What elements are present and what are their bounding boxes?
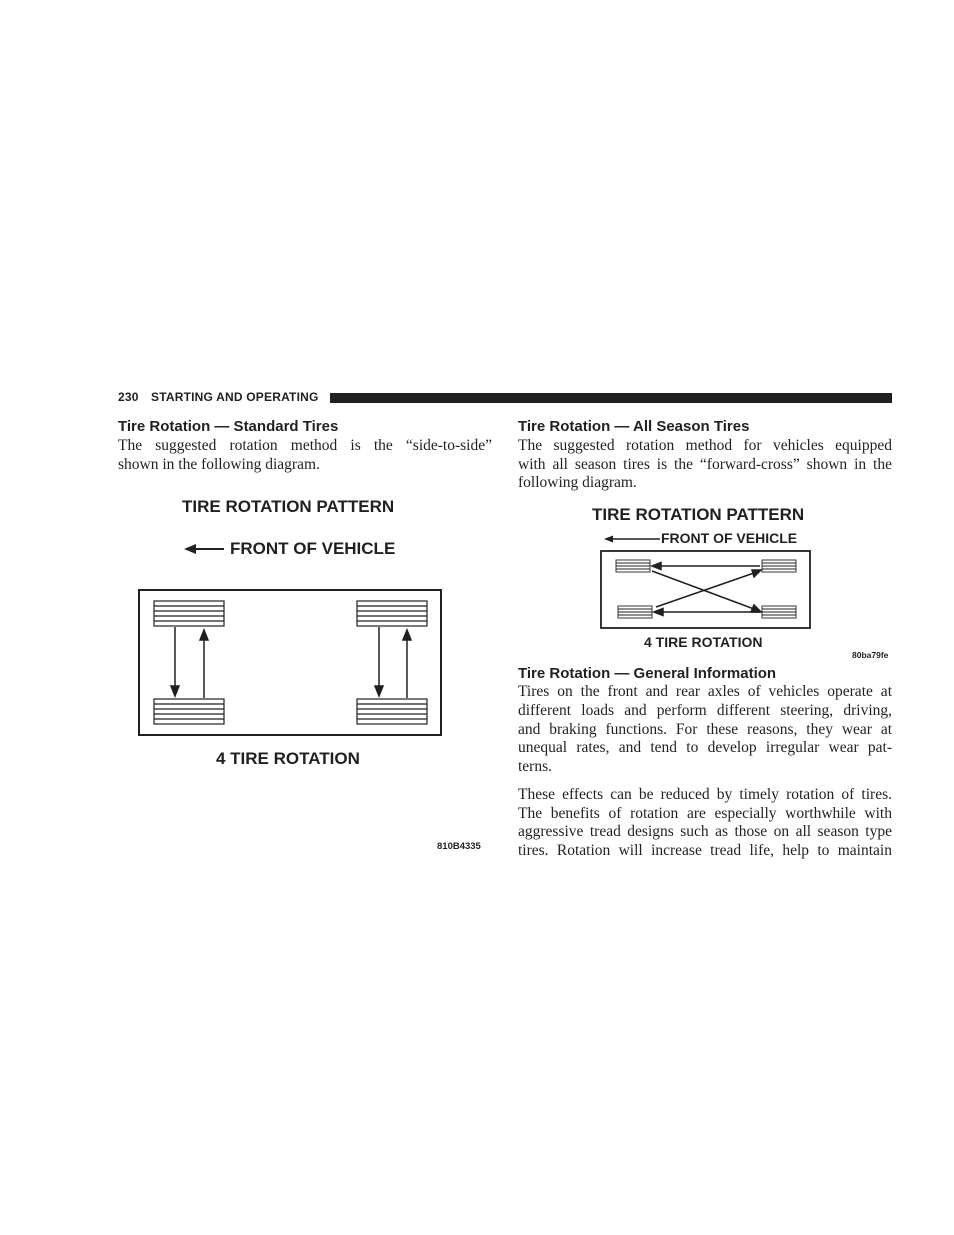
general-info-paragraph-line: terns. (518, 758, 553, 775)
general-info-paragraph-line: and braking functions. For these reasons, they wear at (518, 721, 892, 738)
standard-tires-heading: Tire Rotation — Standard Tires (118, 418, 339, 435)
tire-front-left (616, 560, 650, 572)
forward-cross-rotation-diagram (600, 550, 812, 630)
general-info-paragraph-line: Tires on the front and rear axles of vehicles operate at (518, 683, 892, 700)
running-header-title: STARTING AND OPERATING (151, 390, 319, 404)
front-arrow-icon (184, 543, 224, 555)
diagram-caption: 4 TIRE ROTATION (644, 634, 763, 650)
front-arrow-icon (604, 535, 660, 543)
figure-id: 810B4335 (437, 841, 481, 852)
figure-id: 80ba79fe (852, 650, 889, 660)
front-of-vehicle-label: FRONT OF VEHICLE (661, 530, 798, 546)
diagram-title: TIRE ROTATION PATTERN (592, 505, 805, 524)
general-info-paragraph-line: aggressive tread designs such as those on all season type (518, 823, 892, 840)
general-info-paragraph-line: tires. Rotation will increase tread life, help to maintain (518, 842, 892, 859)
tire-front-left (154, 601, 224, 626)
all-season-paragraph-line: following diagram. (518, 474, 637, 491)
general-info-paragraph-line: unequal rates, and tend to develop irregular wear pat- (518, 739, 892, 756)
general-info-paragraph-line: The benefits of rotation are especially worthwhile with (518, 805, 892, 822)
side-to-side-rotation-diagram (138, 589, 442, 737)
standard-tires-paragraph-line: shown in the following diagram. (118, 456, 320, 473)
header-rule (330, 393, 892, 403)
all-season-paragraph-line: The suggested rotation method for vehicles equipped (518, 437, 892, 454)
tire-front-right (357, 601, 427, 626)
page-number: 230 (118, 390, 139, 404)
tire-rear-right (357, 699, 427, 724)
front-of-vehicle-label: FRONT OF VEHICLE (230, 539, 396, 558)
general-info-paragraph-line: These effects can be reduced by timely rotation of tires. (518, 786, 892, 803)
tire-rear-left (618, 606, 652, 618)
diagram-title: TIRE ROTATION PATTERN (182, 497, 395, 516)
diagram-caption: 4 TIRE ROTATION (216, 749, 360, 768)
tire-front-right (762, 560, 796, 572)
all-season-paragraph-line: with all season tires is the “forward-cross” shown in the (518, 456, 892, 473)
tire-rear-right (762, 606, 796, 618)
standard-tires-paragraph-line: The suggested rotation method is the “side-to-side” (118, 437, 492, 454)
general-info-heading: Tire Rotation — General Information (518, 665, 777, 682)
general-info-paragraph-line: different loads and perform different steering, driving, (518, 702, 892, 719)
all-season-heading: Tire Rotation — All Season Tires (518, 418, 750, 435)
tire-rear-left (154, 699, 224, 724)
